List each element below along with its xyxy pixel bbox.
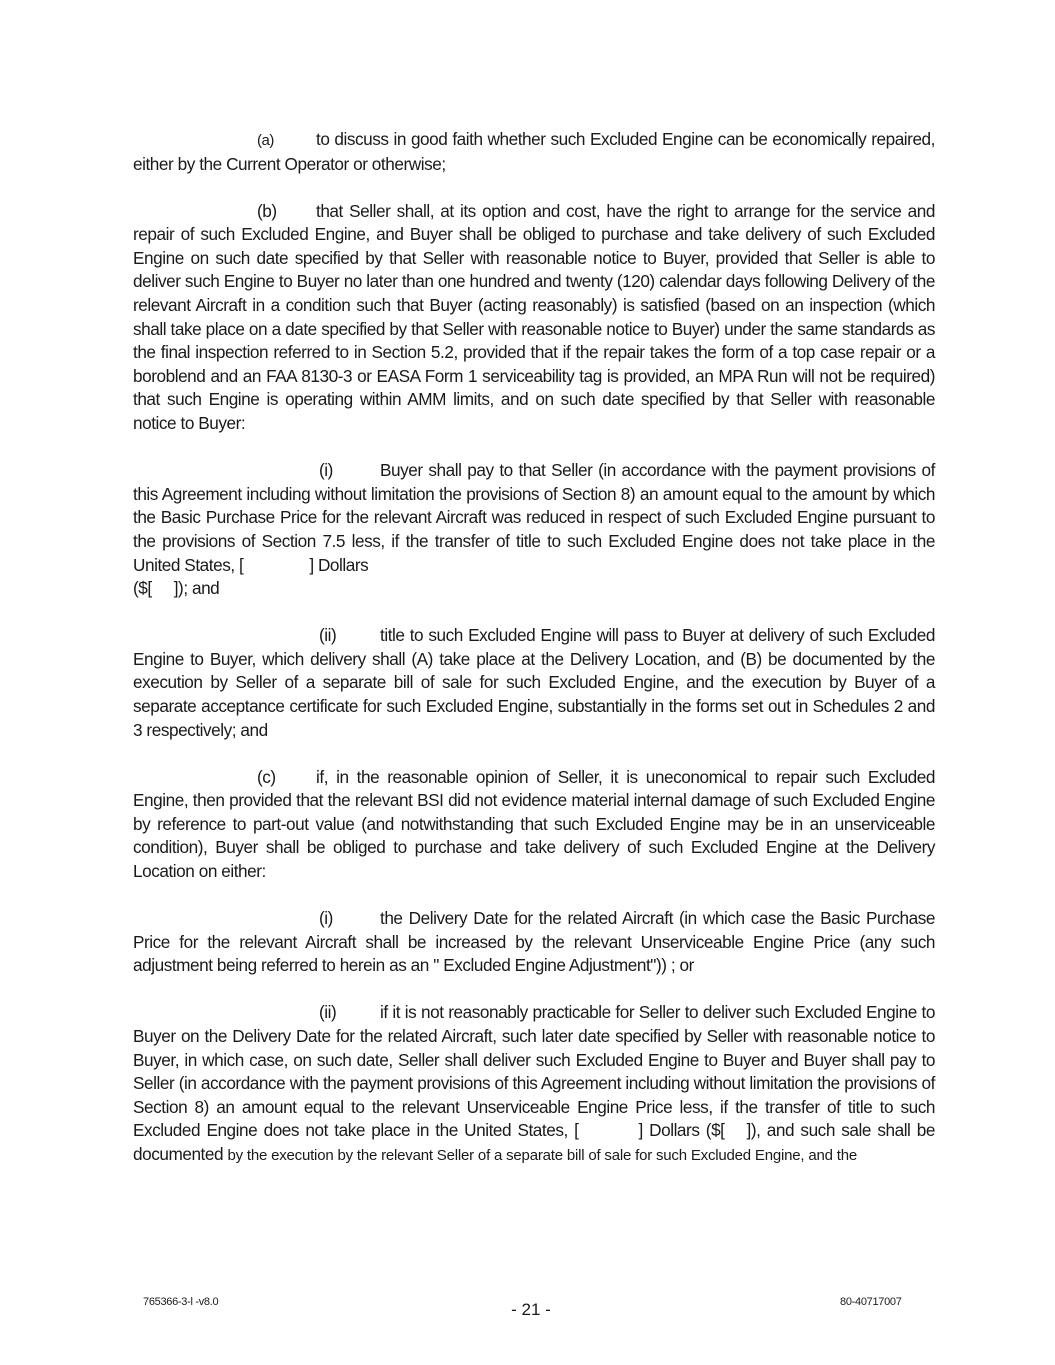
- paragraph-text-dollars: ] Dollars ($[: [638, 1120, 725, 1141]
- paragraph-marker: (i): [319, 908, 333, 929]
- paragraph-c: [133, 766, 935, 884]
- paragraph-marker: (b): [257, 200, 277, 221]
- paragraph-marker: (ii): [319, 625, 337, 646]
- paragraph-a: [133, 128, 935, 176]
- document-body: [133, 128, 935, 1191]
- paragraph-text: to discuss in good faith whether such Excluded Engine can be economically repaired, either by the Current Operator or otherwise;: [133, 129, 935, 174]
- paragraph-c-i: [133, 907, 935, 978]
- paragraph-text: if, in the reasonable opinion of Seller, it is uneconomical to repair such Excluded Engine, then provided that the relevant BSI did not evidence material internal damage of such Excluded Engine by reference to part-out value (and notwithstanding that such Excluded Engine may be in an unserviceable condition), Buyer shall be obliged to purchase and take delivery of such Excluded Engine at the Delivery Location on either:: [133, 766, 935, 882]
- footer-page-number: - 21 -: [511, 1300, 551, 1319]
- paragraph-text-documented: ]), and such sale shall be documented: [133, 1120, 935, 1164]
- paragraph-text: the Delivery Date for the related Aircraft (in which case the Basic Purchase Price for the relevant Aircraft shall be increased by the relevant Unserviceable Engine Price (any such adjustment being referred to herein as an " Excluded Engine Adjustment")) ; or: [133, 908, 935, 976]
- paragraph-b-i: [133, 459, 935, 601]
- paragraph-text: that Seller shall, at its option and cost, have the right to arrange for the service and repair of such Excluded Engine, and Buyer shall be obliged to purchase and take delivery of such Excluded Engine on such date specified by that Seller with reasonable notice to Buyer, provided that Seller is able to deliver such Engine to Buyer no later than one hundred and twenty (120) calendar days following Delivery of the relevant Aircraft in a condition such that Buyer (acting reasonably) is satisfied (based on an inspection (which shall take place on a date specified by that Seller with reasonable notice to Buyer) under the same standards as the final inspection referred to in Section 5.2, provided that if the repair takes the form of a top case repair or a boroblend and an FAA 8130-3 or EASA Form 1 serviceability tag is provided, an MPA Run will not be required) that such Engine is operating within AMM limits, and on such date specified by that Seller with reasonable notice to Buyer:: [133, 200, 935, 434]
- paragraph-text-tail: by the execution by the relevant Seller of a separate bill of sale for such Excluded Engine, and the: [227, 1146, 858, 1164]
- paragraph-marker: (ii): [319, 1002, 337, 1023]
- paragraph-text: Buyer shall pay to that Seller (in accordance with the payment provisions of this Agreement including without limitation the provisions of Section 8) an amount equal to the amount by which the Basic Purchase Price for the relevant Aircraft was reduced in respect of such Excluded Engine pursuant to the provisions of Section 7.5 less, if the transfer of title to such Excluded Engine does not take place in the United States, [: [133, 460, 935, 575]
- paragraph-text: if it is not reasonably practicable for Seller to deliver such Excluded Engine to Buyer on the Delivery Date for the related Aircraft, such later date specified by Seller with reasonable notice to Buyer, in which case, on such date, Seller shall deliver such Excluded Engine to Buyer and Buyer shall pay to Seller (in accordance with the payment provisions of this Agreement including without limitation the provisions of Section 8) an amount equal to the relevant Unserviceable Engine Price less, if the transfer of title to such Excluded Engine does not take place in the United States, [: [133, 1002, 935, 1141]
- paragraph-text: title to such Excluded Engine will pass to Buyer at delivery of such Excluded Engine to Buyer, which delivery shall (A) take place at the Delivery Location, and (B) be documented by the execution by Seller of a separate bill of sale for such Excluded Engine, and the execution by Buyer of a separate acceptance certificate for such Excluded Engine, substantially in the forms set out in Schedules 2 and 3 respectively; and: [133, 625, 935, 740]
- footer-reference: 80-40717007: [840, 1296, 902, 1308]
- paragraph-marker: (c): [257, 766, 276, 787]
- footer-doc-id: 765366-3-l -v8.0: [143, 1296, 219, 1308]
- paragraph-c-ii: [133, 1001, 935, 1167]
- paragraph-marker: (a): [257, 132, 274, 149]
- paragraph-b: [133, 200, 935, 436]
- paragraph-text-amount-open: ($[: [133, 578, 152, 599]
- paragraph-text-end: ]); and: [173, 578, 220, 599]
- paragraph-marker: (i): [319, 460, 333, 481]
- paragraph-text-dollars: ] Dollars: [309, 554, 369, 575]
- paragraph-b-ii: [133, 624, 935, 742]
